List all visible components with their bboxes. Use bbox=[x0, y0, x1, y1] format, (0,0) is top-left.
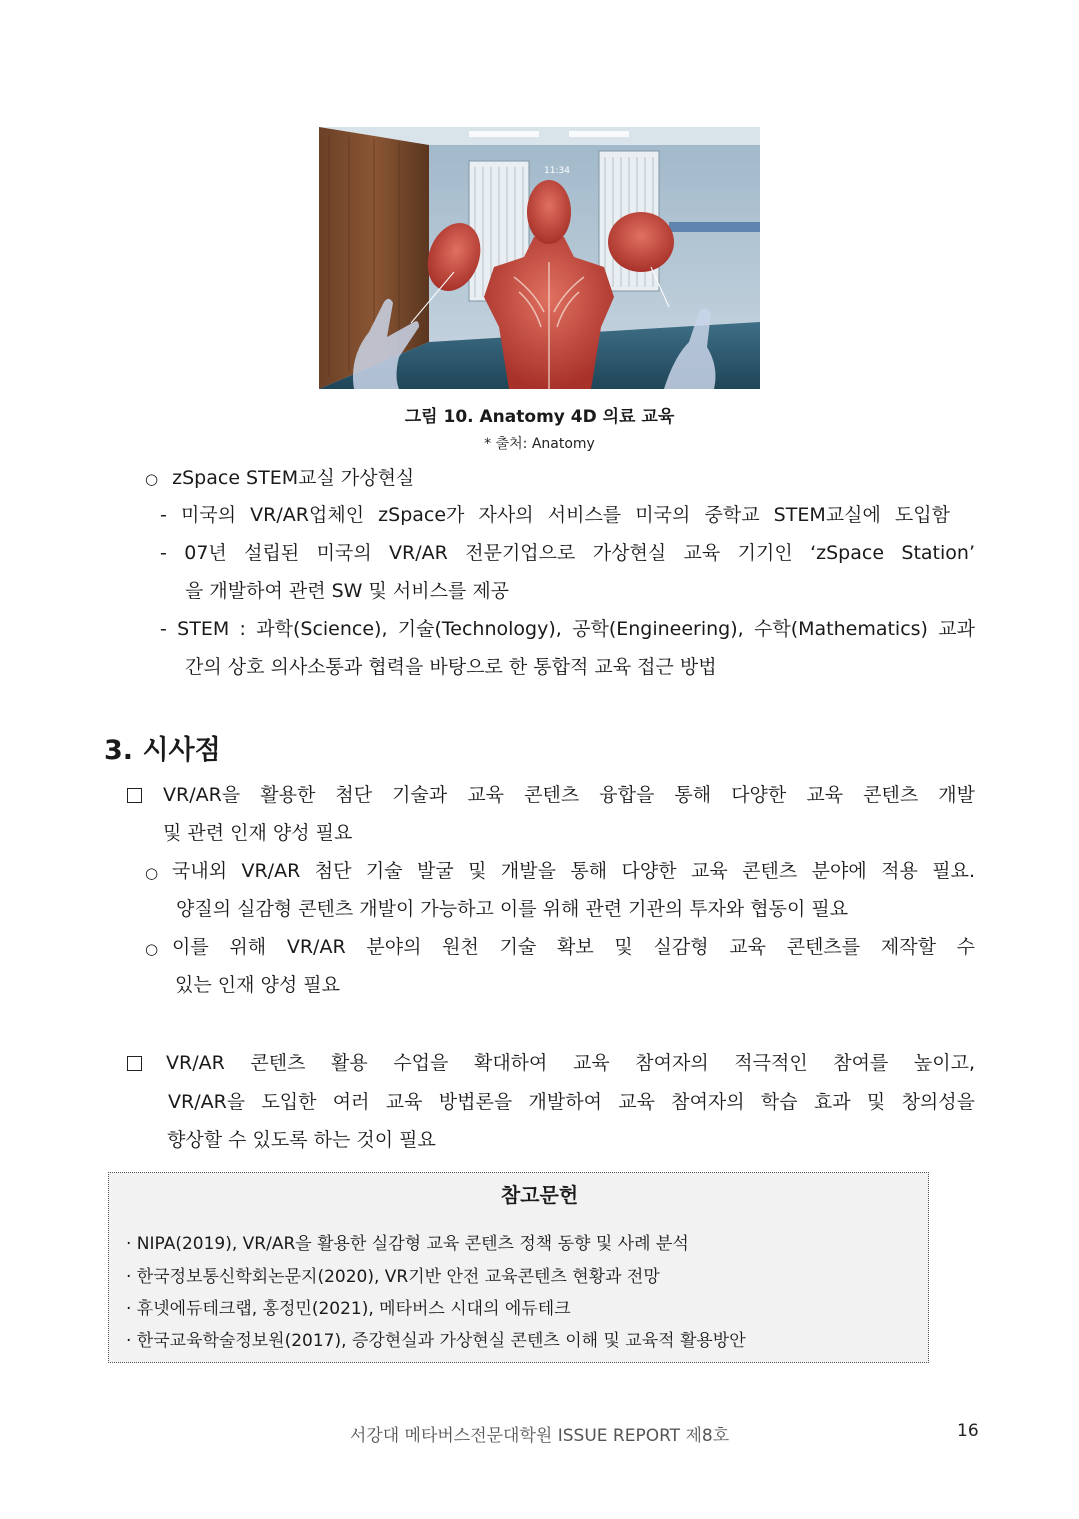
zspace-title: zSpace STEM교실 가상현실 bbox=[172, 467, 415, 489]
zspace-item: 간의 상호 의사소통과 협력을 바탕으로 한 통합적 교육 접근 방법 bbox=[185, 656, 717, 678]
block2-line: VR/AR 콘텐츠 활용 수업을 확대하여 교육 참여자의 적극적인 참여를 높이고, bbox=[166, 1052, 975, 1074]
block2-line: 향상할 수 있도록 하는 것이 필요 bbox=[167, 1129, 436, 1151]
reference-item: · 한국교육학술정보원(2017), 증강현실과 가상현실 콘텐츠 이해 및 교육적 활용방안 bbox=[126, 1331, 746, 1351]
block1-sub-line: 이를 위해 VR/AR 분야의 원천 기술 확보 및 실감형 교육 콘텐츠를 제작할 수 bbox=[172, 936, 975, 958]
zspace-item: - 07년 설립된 미국의 VR/AR 전문기업으로 가상현실 교육 기기인 ‘zSpace Station’ bbox=[160, 542, 975, 564]
circle-bullet-icon: ○ bbox=[145, 940, 159, 958]
circle-bullet-icon: ○ bbox=[145, 864, 159, 882]
page-number: 16 bbox=[957, 1421, 979, 1441]
block1-line: 및 관련 인재 양성 필요 bbox=[163, 822, 353, 844]
anatomy-4d-image bbox=[319, 127, 760, 389]
reference-item: · 한국정보통신학회논문지(2020), VR기반 안전 교육콘텐츠 현황과 전망 bbox=[126, 1267, 660, 1287]
section-heading: 3. 시사점 bbox=[104, 735, 221, 766]
figure-caption: 그림 10. Anatomy 4D 의료 교육 bbox=[404, 407, 675, 427]
block1-sub-line: 국내외 VR/AR 첨단 기술 발굴 및 개발을 통해 다양한 교육 콘텐츠 분야에 적용 필요. bbox=[172, 860, 975, 882]
zspace-item: - 미국의 VR/AR업체인 zSpace가 자사의 서비스를 미국의 중학교 STEM교실에 도입함 bbox=[160, 504, 950, 526]
zspace-item: 을 개발하여 관련 SW 및 서비스를 제공 bbox=[185, 580, 510, 602]
screen-clock: 11:34 bbox=[544, 166, 570, 176]
figure-source: * 출처: Anatomy bbox=[484, 436, 595, 452]
reference-item: · 휴넷에듀테크랩, 홍정민(2021), 메타버스 시대의 에듀테크 bbox=[126, 1299, 571, 1319]
page-footer: 서강대 메타버스전문대학원 ISSUE REPORT 제8호 bbox=[349, 1426, 730, 1446]
checkbox-square-icon bbox=[127, 1056, 142, 1075]
checkbox-square-icon bbox=[127, 788, 142, 807]
zspace-section bbox=[145, 466, 414, 491]
block1-line: VR/AR을 활용한 첨단 기술과 교육 콘텐츠 융합을 통해 다양한 교육 콘텐츠 개발 bbox=[163, 784, 975, 806]
reference-item: · NIPA(2019), VR/AR을 활용한 실감형 교육 콘텐츠 정책 동향 및 사례 분석 bbox=[126, 1234, 689, 1254]
anatomy-vr-illustration bbox=[319, 127, 760, 389]
circle-bullet-icon: ○ bbox=[145, 470, 159, 488]
zspace-item: - STEM : 과학(Science), 기술(Technology), 공학(Engineering), 수학(Mathematics) 교과 bbox=[160, 618, 975, 640]
references-title: 참고문헌 bbox=[500, 1183, 579, 1207]
block1-sub-line: 있는 인재 양성 필요 bbox=[175, 974, 340, 996]
block1-sub-line: 양질의 실감형 콘텐츠 개발이 가능하고 이를 위해 관련 기관의 투자와 협동이 필요 bbox=[176, 898, 849, 920]
block2-line: VR/AR을 도입한 여러 교육 방법론을 개발하여 교육 참여자의 학습 효과 및 창의성을 bbox=[168, 1091, 975, 1113]
